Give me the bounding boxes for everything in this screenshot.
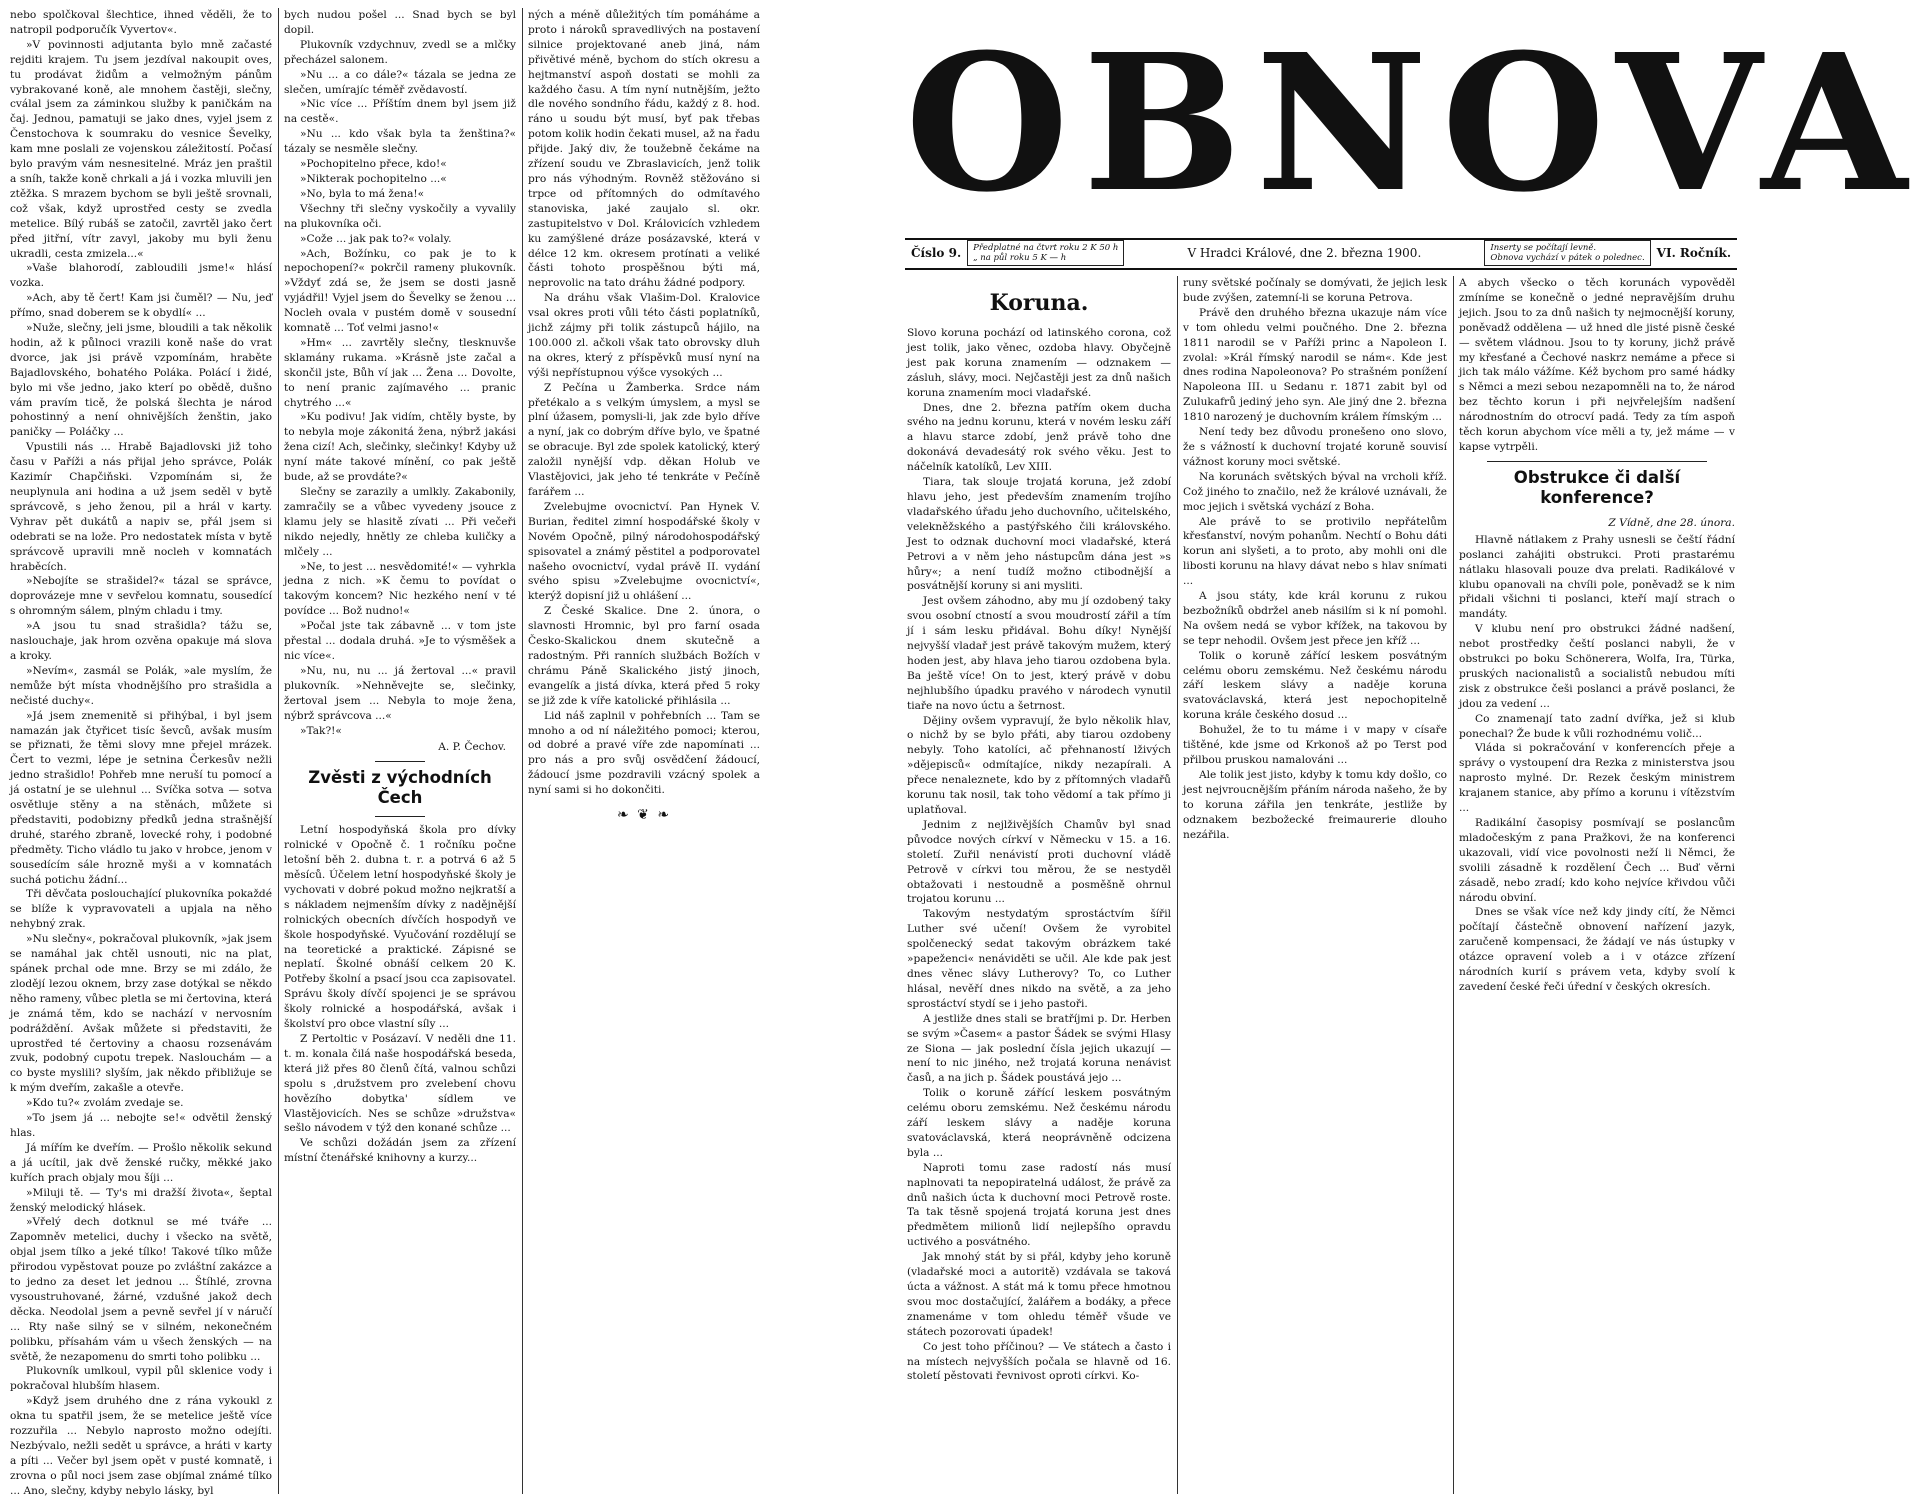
article-paragraph: Naproti tomu zase radostí nás musí naplnovati ta nepopiratelná událost, že právě za dnů našich úcta k duchovní moci Petrově roste. Ta tak těsně spojená trojatá koruna jest dnes předmětem milionů lidí nejlepšího opravdu uctivého a posvátného.	[907, 1161, 1171, 1249]
ads-info	[1484, 240, 1650, 266]
story-paragraph: »V povinnosti adjutanta bylo mně začasté rejditi krajem. Tu jsem jezdíval nakoupit oves, tu prodávat židům a velmožným pánům vybrakované koně, ale mnohem častěji, slečny, cválal jsem za záminkou služby k paničkám na čaj. Jednou, pamatuji se jako dnes, vyjel jsem z Čenstochova k soumraku do vesnice Ševelky, kam mne poslali ze vojenskou záležitostí. Počasí bylo pravým vám nesnesitelné. Mráz jen praštil a sníh, takže koně chrkali a já i vozka mluvili jen ztěžka. S mrazem bychom se byli ještě srovnali, což však, když uprostřed cesty se zvedla metelice. Bílý rubáš se zatočil, zavrtěl jako čert před jitřní, vítr zavyl, jakoby mu byli ženu ukradli, cesta zmizela...«	[10, 38, 272, 260]
story-paragraph: »Vaše blahorodí, zabloudili jsme!« hlásí vozka.	[10, 262, 272, 290]
column-2	[284, 8, 516, 1496]
volume: VI. Ročník.	[1656, 246, 1731, 260]
story-paragraph: »Vřelý dech dotknul se mé tváře ... Zapomněv metelici, duchy i všecko na světě, objal jsem tílko a jeké tílko! Takové tílko může přirodou vypěstovat pouze po zvláštní zakázce a to jedno za deset let jednou ... Štíhlé, zrovna vysoustruhované, žárné, vzdušné jakož dech děcka. Neodolal jsem a pevně sevřel jí v náručí ... Rty naše silný se v silném, nekonečném polibku, přísahám vám u všech ženských — na světě, že nezapomenu do smrti toho polibku ...	[10, 1216, 272, 1363]
article-title: Koruna.	[989, 290, 1089, 316]
story-paragraph: »Nu ... kdo však byla ta ženština?« tázaly se nesměle slečny.	[284, 128, 516, 156]
story-paragraph: »Nu ... a co dále?« tázala se jedna ze slečen, umírajíc téměř zvědavostí.	[284, 68, 516, 96]
column-1	[10, 8, 272, 1496]
article-paragraph: Hlavně nátlakem z Prahy usnesli se čeští řádní poslanci zahájiti obstrukci. Proti prastarému nátlaku hlasovali pouze dva prelati. Radikálové v klubu opanovali na chvíli pole, poněvadž se k nim přidali všichni ti poslanci, kteří mají strach o mandáty.	[1459, 533, 1735, 621]
column-4	[907, 276, 1171, 1494]
news-item: Letní hospodyňská škola pro dívky rolnické v Opočně č. 1 ročníku počne letošní běh 2. dubna t. r. a potrvá 6 až 5 měsíců. Účelem letní hospodyňské školy je vychovati v dobré pokud možno nejkratší a s nákladem nejmenším dívky z nadějnější rolnických obecních dívčích hospodyň ve škole hospodyňské. Vyučování rozdělují se na teoretické a praktické. Zápisné se neplatí. Školné obnáší celkem 20 K. Potřeby školní a psací jsou cca zapisovatel. Správu školy dívčí spojenci je se správou školy rolnické a hospodářská, avšak i školství pro obce vlastní síly ...	[284, 824, 516, 1031]
masthead-rule-bottom	[905, 268, 1737, 270]
article-paragraph: Ale právě to se protivilo nepřátelům křesťanství, novým pohanům. Nechtí o Bohu dáti korun ani slyšeti, a to proto, aby mohli oni dle libosti korunu na hlavy dávat nebo s hlav snímati ...	[1183, 515, 1447, 588]
story-paragraph: »Ach, Božínku, co pak je to k nepochopení?« pokrčil rameny plukovník. »Vždyť zdá se, že jsem se dosti jasně vyjádřil! Vyjel jsem do Ševelky se ženou ... Nocleh ovala v pustém domě v sousední komnatě ... Toť velmi jasno!«	[284, 247, 516, 335]
separator-rule	[1487, 461, 1707, 462]
article-paragraph: V klubu není pro obstrukci žádné nadšení, nebot prostředky čeští poslanci nabyli, že v obstrukci po boku Schönerera, Wolfa, Ira, Türka, pruských nacionalistů a socialistů nebudou míti zisk z obstrukce češi poslanci a právě poslanci, že jdou za vedení ...	[1459, 623, 1735, 710]
article-paragraph: Jednim z nejlživějších Chamův byl snad původce nových církví v Německu v 15. a 16. století. Zuřil nenávistí proti duchovní vládě Petrově v církvi tou měrou, že se nestyděl obtažovati i nestoudně a posměšně ohrnul trojatou korunu ...	[907, 818, 1171, 906]
article-paragraph: A abych všecko o těch korunách vypověděl zmíníme se konečně o jedné nepravějším druhu jejich. Jsou to za dnů našich ty nejmocnější koruny, poněvadž oddělena — už hned dle jisté pisně české — světem vládnou. Jsou to ty koruny, jichž právě my křesťané a Čechové naskrz nemáme a přece si jich tak málo vážíme. Kéž bychom pro samé hádky s Němci a mezi sebou nezapomněli na to, že národ bez těchto korun i při nejvřelejším nadšení národnostním do otrocví padá. Tedy za tím aspoň těch korun abychom více měli a ty, jež máme — v kapse vytrpěli.	[1459, 277, 1735, 453]
news-item: ných a méně důležitých tím pomáháme a proto i nároků spravedlivých na postavení silnice projektované aneb jiná, nám přivětivé méně, bychom do stích okresu a hejtmanství aspoň dostati se mohli za každého času. A tím nyní nutnějším, ježto dle nového sondního řádu, každý z 8. hod. ráno u soudu být musí, byť pak třebas potom kolik hodin čekati musel, až na řadu přijde. Jaký div, že toužebně čekáme na zřízení soudu ve Zbraslavicích, jenž tolik pro nás výhodným. Rovněž stěžováno si trpce od přítomných do odmítavého stanoviska, jaké zaujalo sl. okr. zastupitelstvo v Dol. Královicích vzhledem ku zamýšlené dráze posázavské, která v délce 12 km. okresem protínati a veliké části tohoto prospěšnou býti má, neprovolic na tato dráhu žádné podpory.	[528, 9, 760, 290]
article-paragraph: Na korunách světských býval na vrcholi kříž. Což jiného to značilo, než že králové uznávali, že moc jejich i světská vychází z Boha.	[1183, 470, 1447, 513]
article-paragraph: Není tedy bez důvodu pronešeno ono slovo, že s vážností k duchovní trojaté koruně souvisí vážnost koruny moci světské.	[1183, 426, 1447, 468]
article-paragraph: Dějiny ovšem vypravují, že bylo několik hlav, o nichž by se bylo přáti, aby tiarou ozdobeny nebyly. Toho katolíci, ač přehnaností lživých »dějepisců« odmítajíce, nikdy nezapírali. A přece nenaleznete, kdo by z přítomných vladařů korunu tak nosil, tak toho vědomí a tak přímo ji uplatňoval.	[907, 714, 1171, 816]
ads-line-1: Inserty se počítají levně.	[1490, 243, 1597, 253]
place-date: V Hradci Králové, dne 2. března 1900.	[1187, 246, 1422, 260]
price-line-2: „ na půl roku 5 K — h	[973, 253, 1067, 263]
story-paragraph: Tři děvčata poslouchající plukovníka pokaždé se blíže k vypravovateli a upjala na něho nehybný zrak.	[10, 888, 272, 931]
story-paragraph: bych nudou pošel ... Snad bych se byl dopil.	[284, 9, 516, 36]
article-paragraph: Právě den druhého března ukazuje nám více v tom ohledu velmi poučného. Dne 2. března 1811 narodil se v Paříži princ a Napoleon I. zvolal: »Král římský narodil se nám«. Kde jest dnes rodina Napoleonova? Po strašném ponížení Napoleona III. u Sedanu r. 1871 zabit byl od Zulukafrů jediný jeho syn. Ale jiný dne 2. března 1810 narozený je duchovním králem římským ...	[1183, 306, 1447, 424]
article-paragraph: Takovým nestydatým sprostáctvím šířil Luther své učení! Ovšem že vyrobitel spolčenecký sedat takovým obrázkem také »papeženci« nenáviděti se učil. Ale kde pak jest dnes věnec slávy Lutherovy? To, co Luther hlásal, nevěří dnes nikdo na světě, a za jeho sprostáctví stydí se i jeho pastoři.	[907, 908, 1171, 1010]
article-paragraph: runy světské počínaly se domývati, že jejich lesk bude zvýšen, zatemní-li se koruna Petrova.	[1183, 277, 1447, 304]
story-paragraph: nebo spolčkoval šlechtice, ihned věděli, že to natropil podporučík Vyvertov«.	[10, 9, 272, 36]
article-paragraph: Slovo koruna pochází od latinského corona, což jest tolik, jako věnec, ozdoba hlavy. Obyčejně jest pak koruna znamením — odznakem — zásluh, slávy, moci. Nejčastěji jest za dnů našich koruna znamením moci vladařské.	[907, 327, 1171, 399]
story-paragraph: »Nic více ... Příštím dnem byl jsem již na cestě«.	[284, 98, 516, 126]
article-paragraph: Dnes se však více než kdy jindy cítí, že Němci počítají částečně obnovení nařízení jazyk, zaručeně kompensaci, že žádají ve nás ústupky v otázce opravení voleb a i v otázce zřízení národních kurií s právem veta, kdyby svolí k zavedení české řeči úřední v českých okresích.	[1459, 906, 1735, 993]
story-paragraph: »To jsem já ... nebojte se!« odvětil ženský hlas.	[10, 1112, 272, 1139]
news-item: Z Pertoltic v Posázaví. V neděli dne 11. t. m. konala čilá naše hospodářská beseda, která již přes 80 členů čítá, valnou schůzi spolu s ,družstvem pro zvelebení chovu hovězího dobytka' sídlem ve Vlastějovicích. Nes se schůze »družstva« sešlo návodem v týž den konané schůze ...	[284, 1033, 516, 1135]
story-paragraph: »Nu, nu, nu ... já žertoval ...« pravil plukovník. »Nehněvejte se, slečinky, žertoval jsem ... Nebyla to moje žena, nýbrž správcova ...«	[284, 664, 516, 722]
story-paragraph: Slečny se zarazily a umlkly. Zakabonily, zamračily se a vůbec vyvedeny jsouce z klamu jely se hlasitě zívati ... Při večeři nikdo nejedly, hnětly ze chleba kuličky a mlčely ...	[284, 486, 516, 558]
story-paragraph: »Ne, to jest ... nesvědomité!« — vyhrkla jedna z nich. »K čemu to povídat o takovým koncem? Nic hezkého není v té povídce ... Bož nudno!«	[284, 560, 516, 618]
ornament-icon: ❧ ❦ ❧	[616, 807, 672, 824]
article-paragraph: Dnes, dne 2. března patřím okem ducha svého na jednu korunu, která v novém lesku září a hlavu starce zdobí, jenž právě toho dne dokonává devadesátý rok svého věku. Jest to náčelník katolíků, Lev XIII.	[907, 401, 1171, 474]
article-paragraph: Tolik o koruně zářící leskem posvátným celému oboru zemskému. Než českému národu září leskem slávy a naděje koruna svatováclavská, která neoprávněně odcizena byla ...	[907, 1087, 1171, 1159]
article-paragraph: Vláda si pokračování v konferencích přeje a správy o vystoupení dra Rezka z ministerstva jsou naprosto mylné. Dr. Rezek českým ministrem krajanem stanice, aby přímo a korunu i vítězstvím ...	[1459, 742, 1735, 815]
story-signature: A. P. Čechov.	[438, 741, 506, 754]
story-paragraph: »Počal jste tak zábavně ... v tom jste přestal ... dodala druhá. »Je to výsměšek a nic více«.	[284, 620, 516, 662]
story-paragraph: Já mířím ke dveřím. — Prošlo několik sekund a já ucítil, jak dvě ženské ručky, měkké jako kuřích prach objaly mou šíji ...	[10, 1141, 272, 1184]
article-paragraph: A jestliže dnes stali se bratříjmi p. Dr. Herben se svým »Časem« a pastor Šádek se svými Hlasy ze Siona — jak poslední čísla jejich ukazují — není to nic jiného, než trojatá koruna nenávist časů, a na jich p. Šádek poustává jejo ...	[907, 1012, 1171, 1085]
news-item: Zvelebujme ovocnictví. Pan Hynek V. Burian, ředitel zimní hospodářské školy v Novém Opočně, pilný národohospodářský spisovatel a známý pěstitel a podporovatel našeho ovocnictví, vydal právě II. vydání svého spisu »Zvelebujme ovocnictví«, kterýž dopisní již u ohlášení ...	[528, 500, 760, 603]
news-item: Z Pečína u Žamberka. Srdce nám přetékalo a s velkým úmyslem, a mysl se plní úžasem, pomysli-li, jak zde bylo dříve a nyní, jak co dobrým dříve bylo, ve špatné se obracuje. Byl zde spolek katolický, který založil nynější vdp. děkan Holub ve Vlastějovici, jak jeho té tenkráte v Pečíně farářem ...	[528, 381, 760, 498]
news-item: Lid náš zaplnil v pohřebních ... Tam se mnoho a od ní náležitého pomoci; kterou, od dobré a pravé víře zde napomínati ... pro nás a pro svůj osvědčení žádoucí, žádoucí jsme pozdravili vzácný spolek a nyní sami si ho dokončiti.	[528, 709, 760, 797]
story-paragraph: »Cože ... jak pak to?« volaly.	[300, 232, 452, 245]
story-paragraph: »Tak?!«	[300, 724, 342, 737]
subscription-prices	[967, 240, 1124, 266]
story-paragraph: »Miluji tě. — Ty's mi dražší života«, šeptal ženský melodický hlásek.	[10, 1186, 272, 1214]
masthead-title: OBNOVA	[905, 13, 1921, 234]
story-paragraph: »Pochopitelno přece, kdo!«	[300, 158, 447, 171]
article-paragraph: Co jest toho příčinou? — Ve státech a často i na místech nejvyšších počala se hlavně od 16. století pěstovati řevnivost oproti církvi. Ko-	[907, 1340, 1171, 1383]
news-item: Z České Skalice. Dne 2. února, o slavnosti Hromnic, byl pro farní osada Česko-Skalickou dnem skutečně a radostným. Při ranních službách Božích v chrámu Páně Skalického jistý jinoch, evangelík a jistá dívka, která před 5 roky se již zde k víře katolické přihlásila ...	[528, 605, 760, 707]
column-divider	[1177, 276, 1178, 1494]
story-paragraph: »A jsou tu snad strašidla? tážu se, naslouchaje, jak hrom ozvěna opakuje má slova a kroky.	[10, 620, 272, 662]
news-section-title: Zvěsti z východních Čech	[308, 768, 492, 808]
story-paragraph: Všechny tři slečny vyskočily a vyvalily na plukovníka oči.	[284, 202, 516, 230]
story-paragraph: »Nuže, slečny, jeli jsme, bloudili a tak několik hodin, až k půlnoci vrazili koně naše do vrat dvorce, jak jsi právě vzpomínám, hraběte Bajadlovského, bohatého Poláka. Polácí i židé, bylo mi vše jedno, jako kterí po obědě, dušno vám pravím ticě, že polská šlechta je národ pohostinný a není ohnivějších ženštin, jako paničky — Poláčky ...	[10, 322, 272, 439]
column-divider	[522, 8, 523, 1494]
issue-number: Číslo 9.	[911, 246, 962, 260]
story-paragraph: »Nu slečny«, pokračoval plukovník, »jak jsem se namáhal jak chtěl usnouti, nic na plat, spánek prchal ode mne. Brzy se mi zdálo, že zlodějí lezou oknem, brzy zase dotýkal se někdo něho rameny, vůbec pletla se mi čertovina, která je známá těm, kdo se nachází v nervosním podráždění. Avšak můžete si představiti, že uprostřed té čertoviny a chaosu rozsenávám zvuk, podobný cupotu trepek. Naslouchám — a co byste myslili? slyším, jak někdo přibližuje se k mým dveřím, zakašle a otevře.	[10, 933, 272, 1095]
story-paragraph: Plukovník umlkoul, vypil půl sklenice vody i pokračoval hlubším hlasem.	[10, 1365, 272, 1393]
article-paragraph: Tiara, tak slouje trojatá koruna, jež zdobí hlavu jeho, jest především znamením trojího vladařského úřadu jeho duchovního, učitelského, velekněžského a pastýřského čili královského. Jest to odznak duchovní moci vladařské, která Petrovi a v něm jeho nástupcům dána jest »s hůry«; a není tudíž možno ctibodnější a posvátnější koruny si ani mysliti.	[907, 476, 1171, 593]
article-paragraph: Bohužel, že to tu máme i v mapy v císaře tištěné, kde jsme od Krkonoš až po Terst pod přilbou pruskou namalováni ...	[1183, 724, 1447, 766]
story-paragraph: »Nevím«, zasmál se Polák, »ale myslím, že nemůže být místa vhodnějšího pro strašidla a nečisté duchy«.	[10, 664, 272, 707]
price-line-1: Předplatné na čtvrt roku 2 K 50 h	[973, 243, 1119, 253]
story-paragraph: »Ku podivu! Jak vidím, chtěly byste, by to nebyla moje zákonitá žena, nýbrž jakási žena cizí! Ach, slečinky, slečinky! Kdyby už nyní máte takové mínění, co pak ještě bude, až se provdáte?«	[284, 411, 516, 484]
article-paragraph: Jak mnohý stát by si přál, kdyby jeho koruně (vladařské moci a autoritě) vzdávala se taková úcta a vážnost. A stát má k tomu přece hmotnou svou moc dostačující, žalářem a bodáky, a přece znamenáme v tom ohledu téměř všude ve státech pozorovati úpadek!	[907, 1251, 1171, 1338]
article-paragraph: Radikální časopisy posmívají se poslancům mladočeským z pana Pražkovi, že na konferenci ukazovali, vidí vice povolnosti neží li Němci, že svolili zásadně k rozdělení Čech ... Buď věrni zásadě, nebo zradí; kdo koho nejvíce křivdou vůči národu obviní.	[1459, 817, 1735, 904]
news-item: Na dráhu však Vlašim-Dol. Kralovice vsal okres proti vůli této části poplatníků, jichž zájmy při tolik zástupců hájilo, na 100.000 zl. ačkoli však tato obrovsky dluh na okres, který z příspěvků musí nyní na výši nepřístupnou výšce vysokých ...	[528, 292, 760, 379]
article-paragraph: A jsou státy, kde král korunu z rukou bezbožníků obdržel aneb násilím si k ní pomohl. Na ovšem nedá se vybor křížek, na takovou by se tepr nehodil. Ovšem jest přece jen kříž ...	[1183, 590, 1447, 647]
issue-info-bar	[905, 240, 1737, 266]
story-paragraph: »Když jsem druhého dne z rána vykoukl z okna tu spatřil jsem, že se metelice ještě více rozzuřila ... Nebylo naprosto možno odejíti. Nezbývalo, nežli sedět u správce, a hráti v karty a píti ... Večer byl jsem opět v pusté komnatě, i zrovna o půl noci jsem zase objímal známé tílko ... Ano, slečny, kdyby nebylo lásky, byl	[10, 1395, 272, 1497]
article-paragraph: Jest ovšem záhodno, aby mu jí ozdobený taky svou osobní ctností a svou moudrostí zářil a tím jí i sám lesku přidával. Bohu díky! Nynější nejvyšší vladař jest právě takovým mužem, který hoden jest, aby hlava jeho tiarou ozdobena byla. Ba ještě více! On to jest, který právě v dobu nejhlubšího úpadku pravého v národech vynutil tiaře na novo úctu a šetrnost.	[907, 595, 1171, 712]
story-paragraph: Plukovník vzdychnuv, zvedl se a mlčky přecházel salonem.	[284, 38, 516, 66]
story-paragraph: »Já jsem znemenitě si přihýbal, i byl jsem namazán jak čtyřicet tisíc ševců, avšak musím se přiznati, že těmi slovy mne přejel mrázek. Čert to vezmi, lépe je setnina Čerkesův nežli jedno strašidlo! Pohřeb mne neruší tu pomocí a já ostatní je se ulehnul ... Svíčka sotva — sotva osvětluje stěny a na stěnách, můžete si představiti, podobizny předků jedna strašnější druhé, starého zbraně, lovecké rohy, i podobné předměty. Ticho vládlo tu jako v hrobce, jenom v sousedícím sále hrozně myši a v komnatách suchá potichu žádní...	[10, 709, 272, 886]
column-3	[528, 8, 760, 1496]
news-item: Ve schůzi dožádán jsem za zřízení místní čtenářské knihovny a kurzy...	[284, 1137, 516, 1165]
story-paragraph: Vpustili nás ... Hrabě Bajadlovski již toho času v Paříži a nás přijal jeho správce, Polák Kazimír Chapčiňski. Vzpomínám si, že neuplynula ani hodina a už jsem seděl v bytě správcově, s jeho ženou, pil a hrál v karty. Vyhrav pět dukátů a napiv se, přál jsem si odebrati se na lože. Pro nedostatek místa v bytě správcově upravili mně nocleh v komnatách hraběcích.	[10, 441, 272, 573]
article-paragraph: Co znamenají tato zadní dvířka, jež si klub ponechal? Že bude k vůli rozhodnému volič...	[1459, 712, 1735, 740]
story-paragraph: »Nikterak pochopitelno ...«	[300, 172, 447, 185]
dateline: Z Vídně, dne 28. února.	[1608, 516, 1735, 529]
article-title: Obstrukce či další konference?	[1513, 467, 1681, 507]
separator-rule	[375, 761, 425, 762]
story-paragraph: »Ach, aby tě čert! Kam jsi čuměl? — Nu, jeď přímo, snad doberem se k obydlí« ...	[10, 292, 272, 320]
separator-rule	[375, 816, 425, 817]
story-paragraph: »Nebojíte se strašidel?« tázal se správce, doprovázeje mne v sevřelou komnatu, sousedící s ohromným sálem, plným chladu i tmy.	[10, 575, 272, 618]
story-paragraph: »Kdo tu?« zvolám zvedaje se.	[26, 1097, 184, 1110]
column-divider	[1453, 276, 1454, 1494]
article-paragraph: Ale tolik jest jisto, kdyby k tomu kdy došlo, co jest nejvroucnějším přáním národa našeho, že by to koruna zářila jen tenkráte, jestliže by odznakem bezbožecké freimaurerie dlouho nezářila.	[1183, 768, 1447, 841]
column-6	[1459, 276, 1735, 1494]
ads-line-2: Obnova vychází v pátek o polednec.	[1490, 253, 1645, 263]
article-paragraph: Tolik o koruně zářící leskem posvátným celému oboru zemskému. Než českému národu září leskem slávy a naděje koruna svatováclavská, která jest nepochopitelně koruna krále českého dosud ...	[1183, 649, 1447, 722]
story-paragraph: »Hm« ... zavrtěly slečny, tlesknuvše sklamány rukama. »Krásně jste začal a skončil jste, Bůh ví jak ... Žena ... Dovolte, to není pranic zajímavého ... pranic chytrého ...«	[284, 336, 516, 409]
story-paragraph: »No, byla to má žena!«	[300, 187, 425, 200]
column-5	[1183, 276, 1447, 1494]
column-divider	[278, 8, 279, 1494]
